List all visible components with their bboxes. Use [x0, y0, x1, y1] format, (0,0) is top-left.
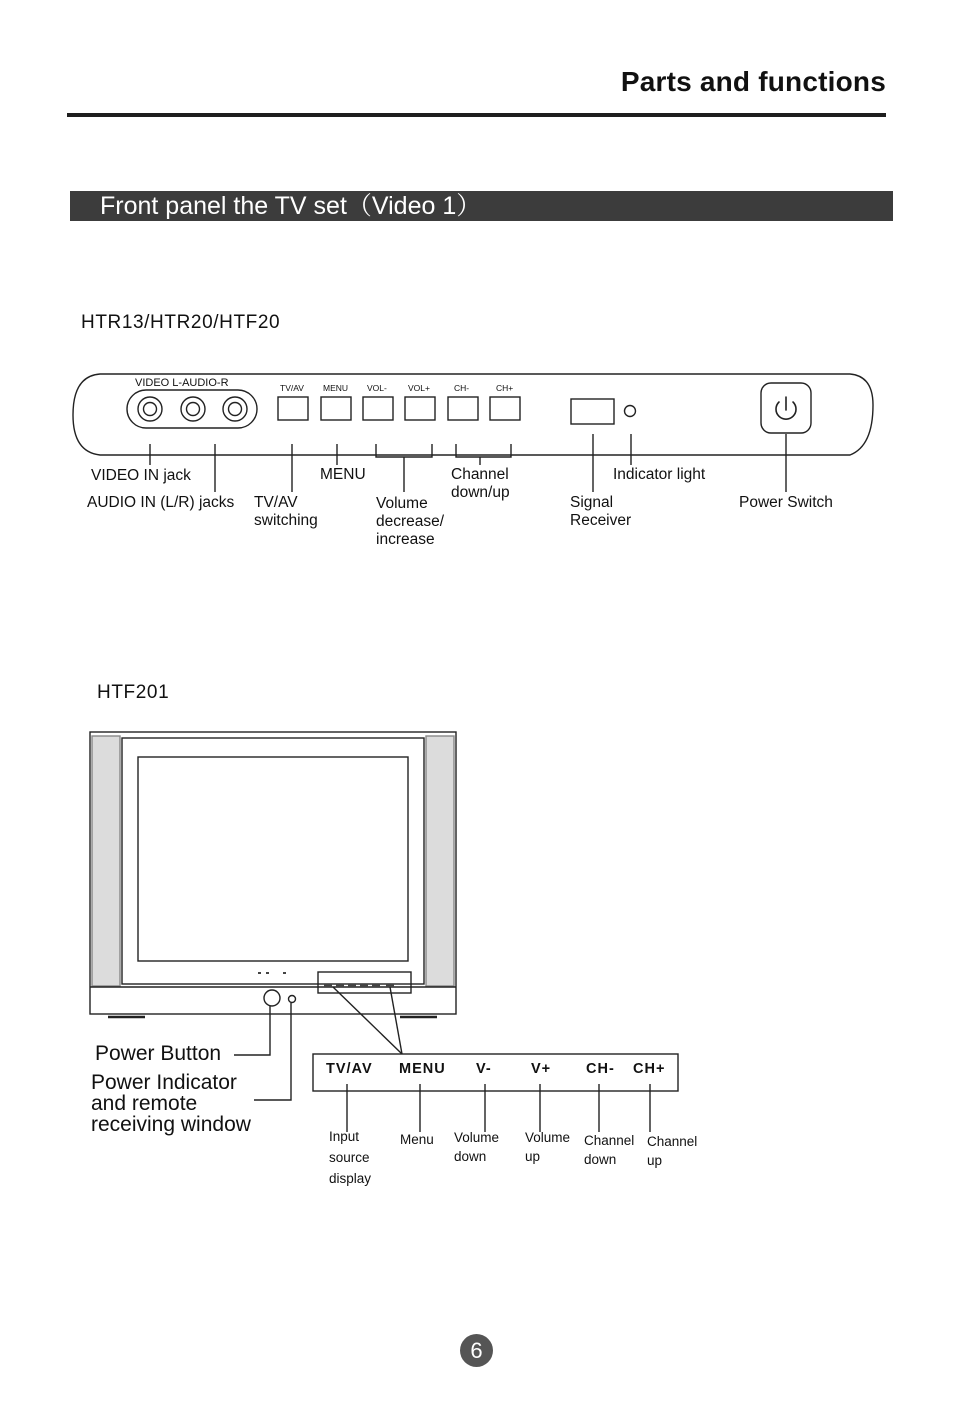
jack-group: [127, 390, 257, 428]
callout-menu: MENU: [320, 466, 366, 483]
video-jack: [138, 397, 162, 421]
page-title: Parts and functions: [620, 66, 886, 97]
desc-channel-down: Channel down: [584, 1133, 635, 1167]
audio-r-jack: [223, 397, 247, 421]
callout-audio-in: AUDIO IN (L/R) jacks: [87, 494, 235, 511]
menu-button-label: MENU: [323, 383, 349, 393]
ch-plus-button-shape: [490, 397, 520, 420]
signal-receiver-shape: [571, 399, 614, 424]
indicator-light-shape: [625, 406, 636, 417]
jack-label: VIDEO L-AUDIO-R: [135, 377, 229, 389]
desc-channel-up: Channel up: [647, 1134, 698, 1168]
box-ch-plus: CH+: [633, 1061, 666, 1077]
ch-minus-button-shape: [448, 397, 478, 420]
vol-plus-button-shape: [405, 397, 435, 420]
callout-indicator: Indicator light: [613, 466, 706, 483]
control-strip: [318, 972, 411, 993]
page-number: 6: [460, 1334, 493, 1367]
right-speaker-grille: [426, 736, 454, 986]
tvav-button-label: TV/AV: [280, 383, 304, 393]
audio-l-jack: [181, 397, 205, 421]
callout-power-button: Power Button: [95, 1042, 222, 1065]
ch-minus-button-label: CH-: [454, 383, 470, 393]
power-button-shape: [264, 990, 280, 1006]
callout-tvav: TV/AV switching: [254, 494, 318, 529]
box-v-minus: V-: [476, 1061, 492, 1077]
model-b-name: HTF201: [97, 682, 170, 703]
callout-video-in: VIDEO IN jack: [91, 467, 191, 484]
power-indicator-shape: [289, 996, 296, 1003]
desc-volume-down: Volume down: [454, 1130, 500, 1164]
callout-power: Power Switch: [739, 494, 833, 511]
left-speaker-grille: [92, 736, 120, 986]
tv-bezel: [122, 738, 424, 984]
desc-menu: Menu: [400, 1132, 434, 1147]
vol-plus-button-label: VOL+: [408, 383, 430, 393]
desc-volume-up: Volume up: [525, 1130, 571, 1164]
tvav-button-shape: [278, 397, 308, 420]
box-menu: MENU: [399, 1061, 446, 1077]
ch-plus-button-label: CH+: [496, 383, 514, 393]
section-heading: Front panel the TV set（Video 1）: [70, 191, 893, 221]
desc-input-source: Input source display: [329, 1129, 372, 1186]
box-ch-minus: CH-: [586, 1061, 615, 1077]
callout-volume: Volume decrease/ increase: [376, 495, 445, 548]
callout-signal: Signal Receiver: [570, 494, 632, 529]
model-a-name: HTR13/HTR20/HTF20: [81, 312, 281, 333]
vol-minus-button-label: VOL-: [367, 383, 387, 393]
box-v-plus: V+: [531, 1061, 552, 1077]
menu-button-shape: [321, 397, 351, 420]
callout-channel: Channel down/up: [451, 466, 510, 501]
power-icon: [776, 397, 796, 419]
vol-minus-button-shape: [363, 397, 393, 420]
callout-power-indicator: Power Indicator and remote receiving window: [91, 1071, 251, 1136]
box-tvav: TV/AV: [326, 1061, 373, 1077]
tv-screen: [138, 757, 408, 961]
